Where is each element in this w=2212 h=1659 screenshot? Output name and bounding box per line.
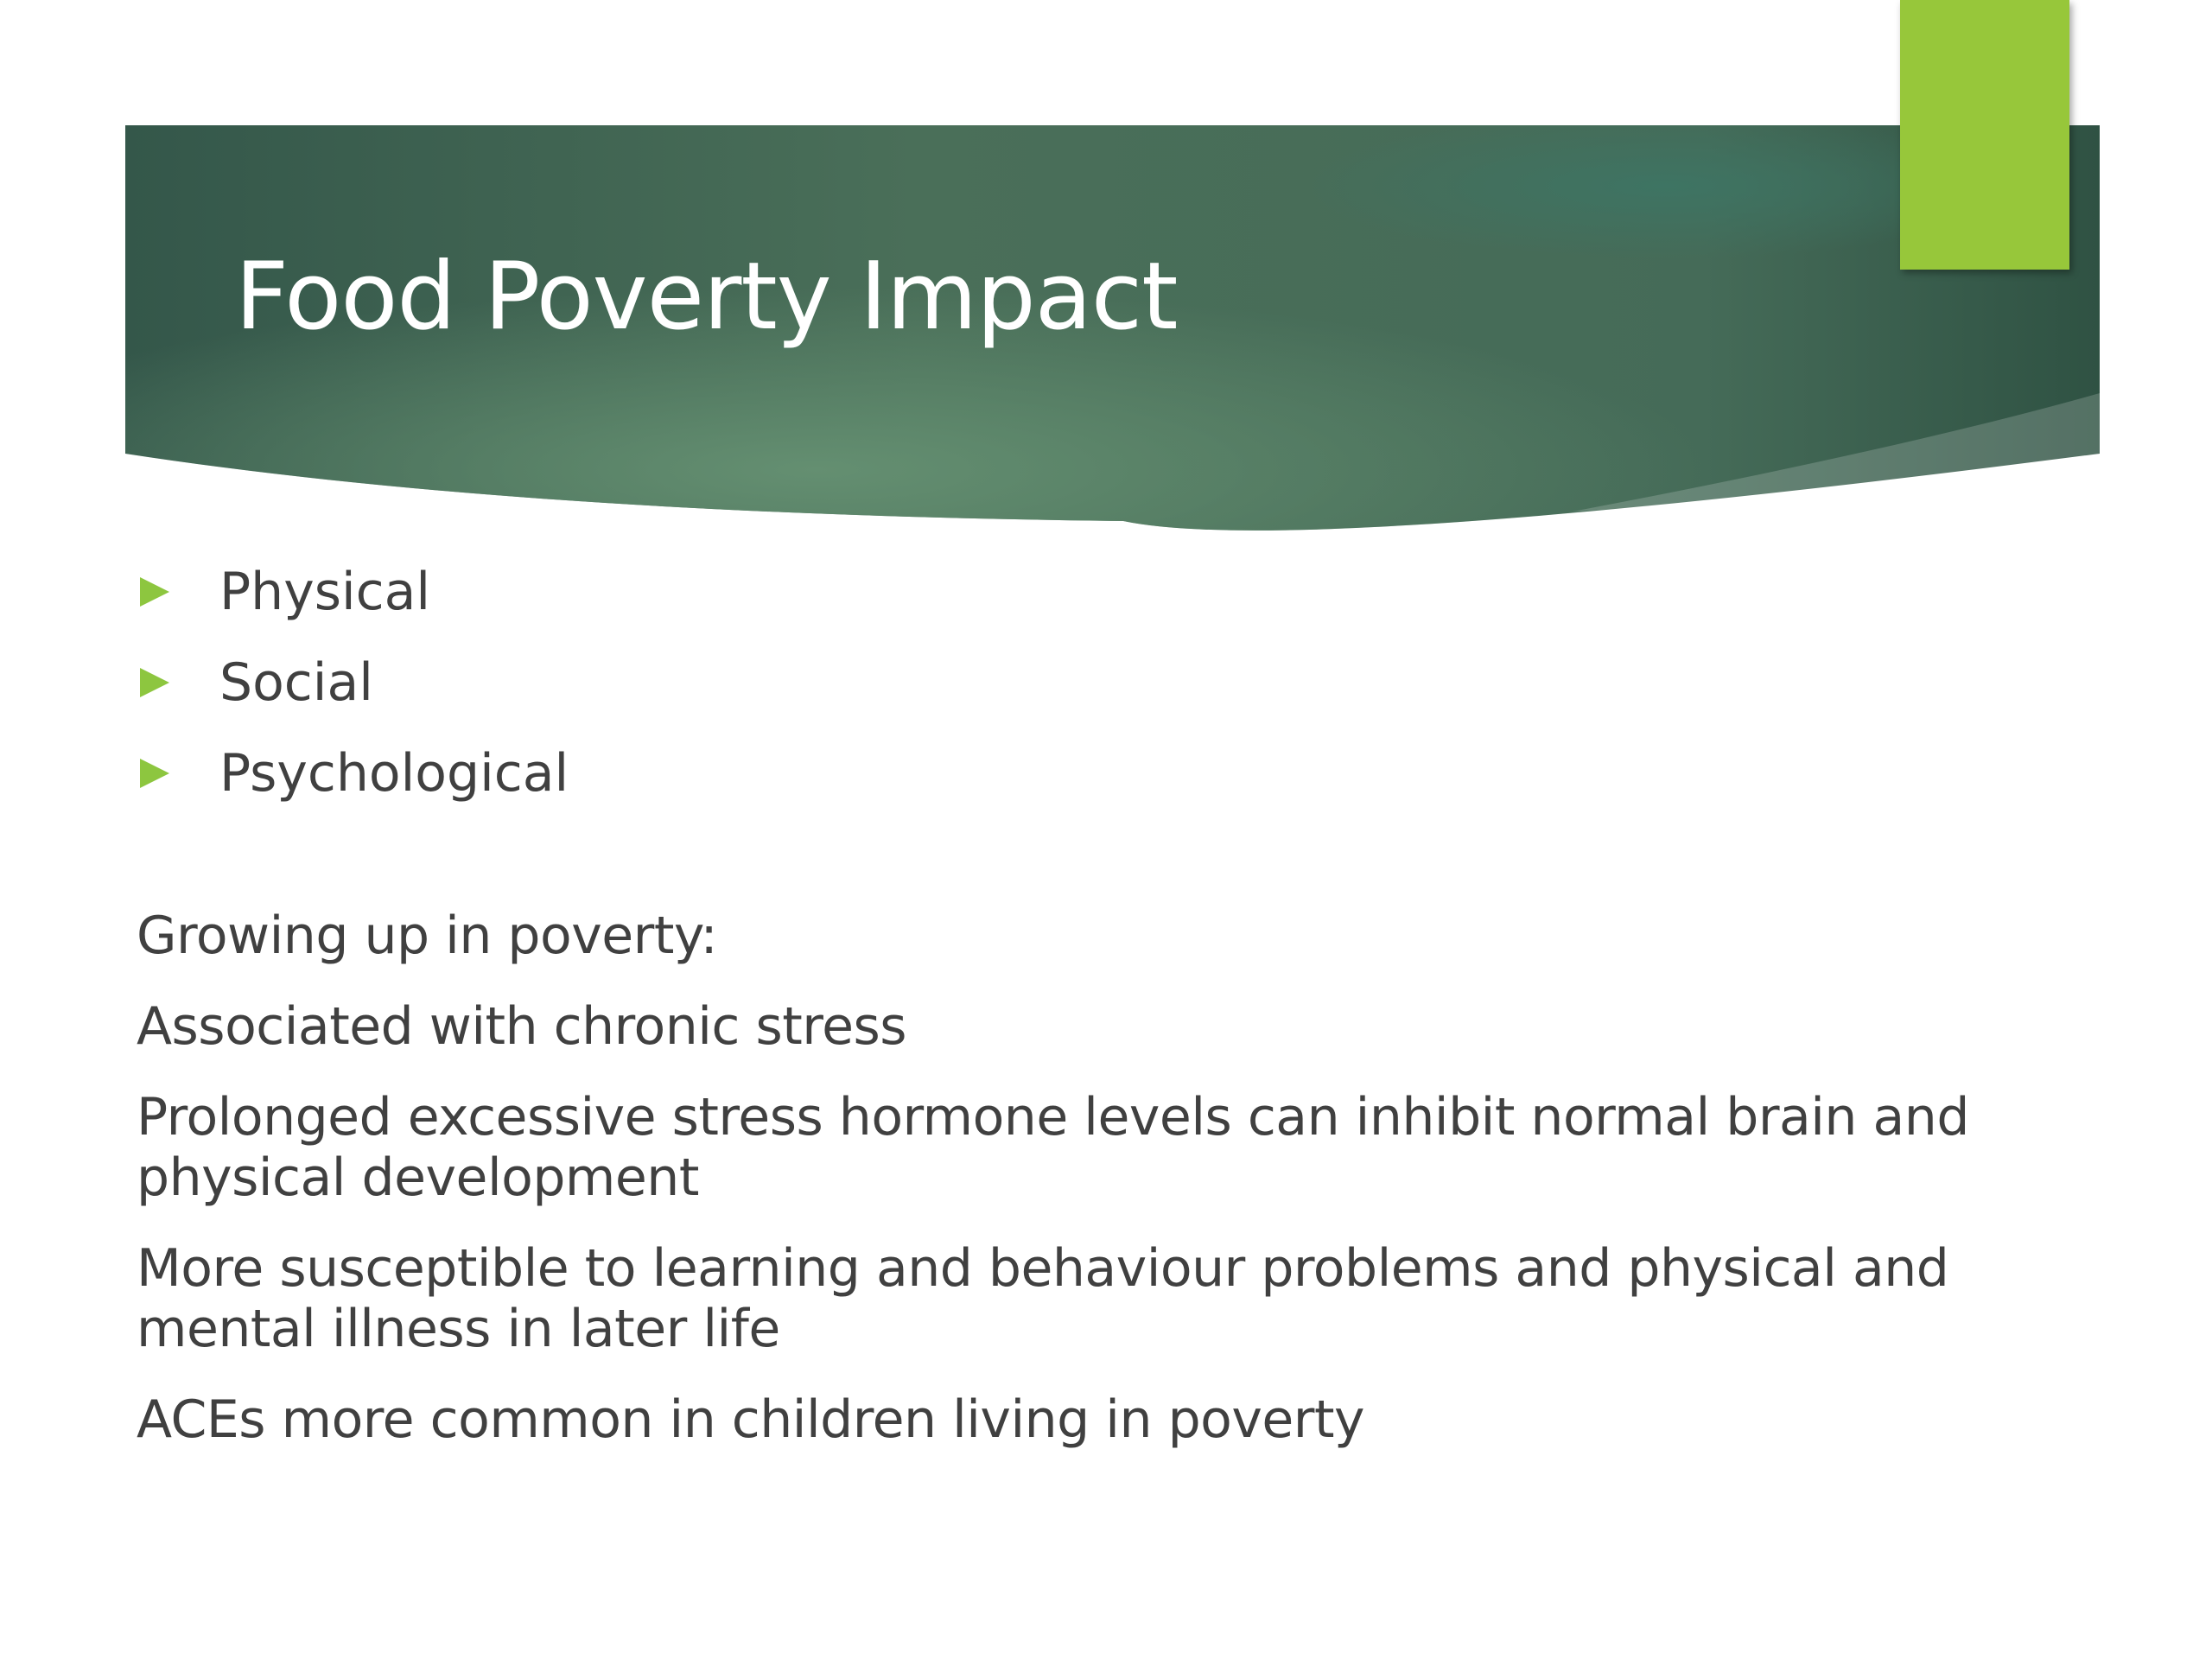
accent-tab	[1900, 0, 2069, 270]
paragraph: Prolonged excessive stress hormone levels can inhibit normal brain and physical development	[137, 1087, 1969, 1208]
bullet-item	[138, 546, 569, 637]
paragraph: ACEs more common in children living in poverty	[137, 1389, 1364, 1450]
bullet-text: Psychological	[219, 742, 569, 804]
paragraph: Growing up in poverty:	[137, 906, 718, 966]
slide-title: Food Poverty Impact	[235, 243, 1178, 351]
bullet-text: Social	[219, 652, 373, 713]
triangle-bullet-icon	[140, 668, 169, 697]
triangle-bullet-icon	[140, 577, 169, 607]
paragraph: Associated with chronic stress	[137, 996, 907, 1057]
paragraph: More susceptible to learning and behaviour problems and physical and mental illness in later life	[137, 1238, 1949, 1359]
bullet-item	[138, 637, 569, 728]
body-text	[137, 906, 2115, 1480]
bullet-text: Physical	[219, 561, 431, 622]
bullet-list	[138, 546, 569, 818]
bullet-item	[138, 728, 569, 818]
triangle-bullet-icon	[140, 759, 169, 788]
